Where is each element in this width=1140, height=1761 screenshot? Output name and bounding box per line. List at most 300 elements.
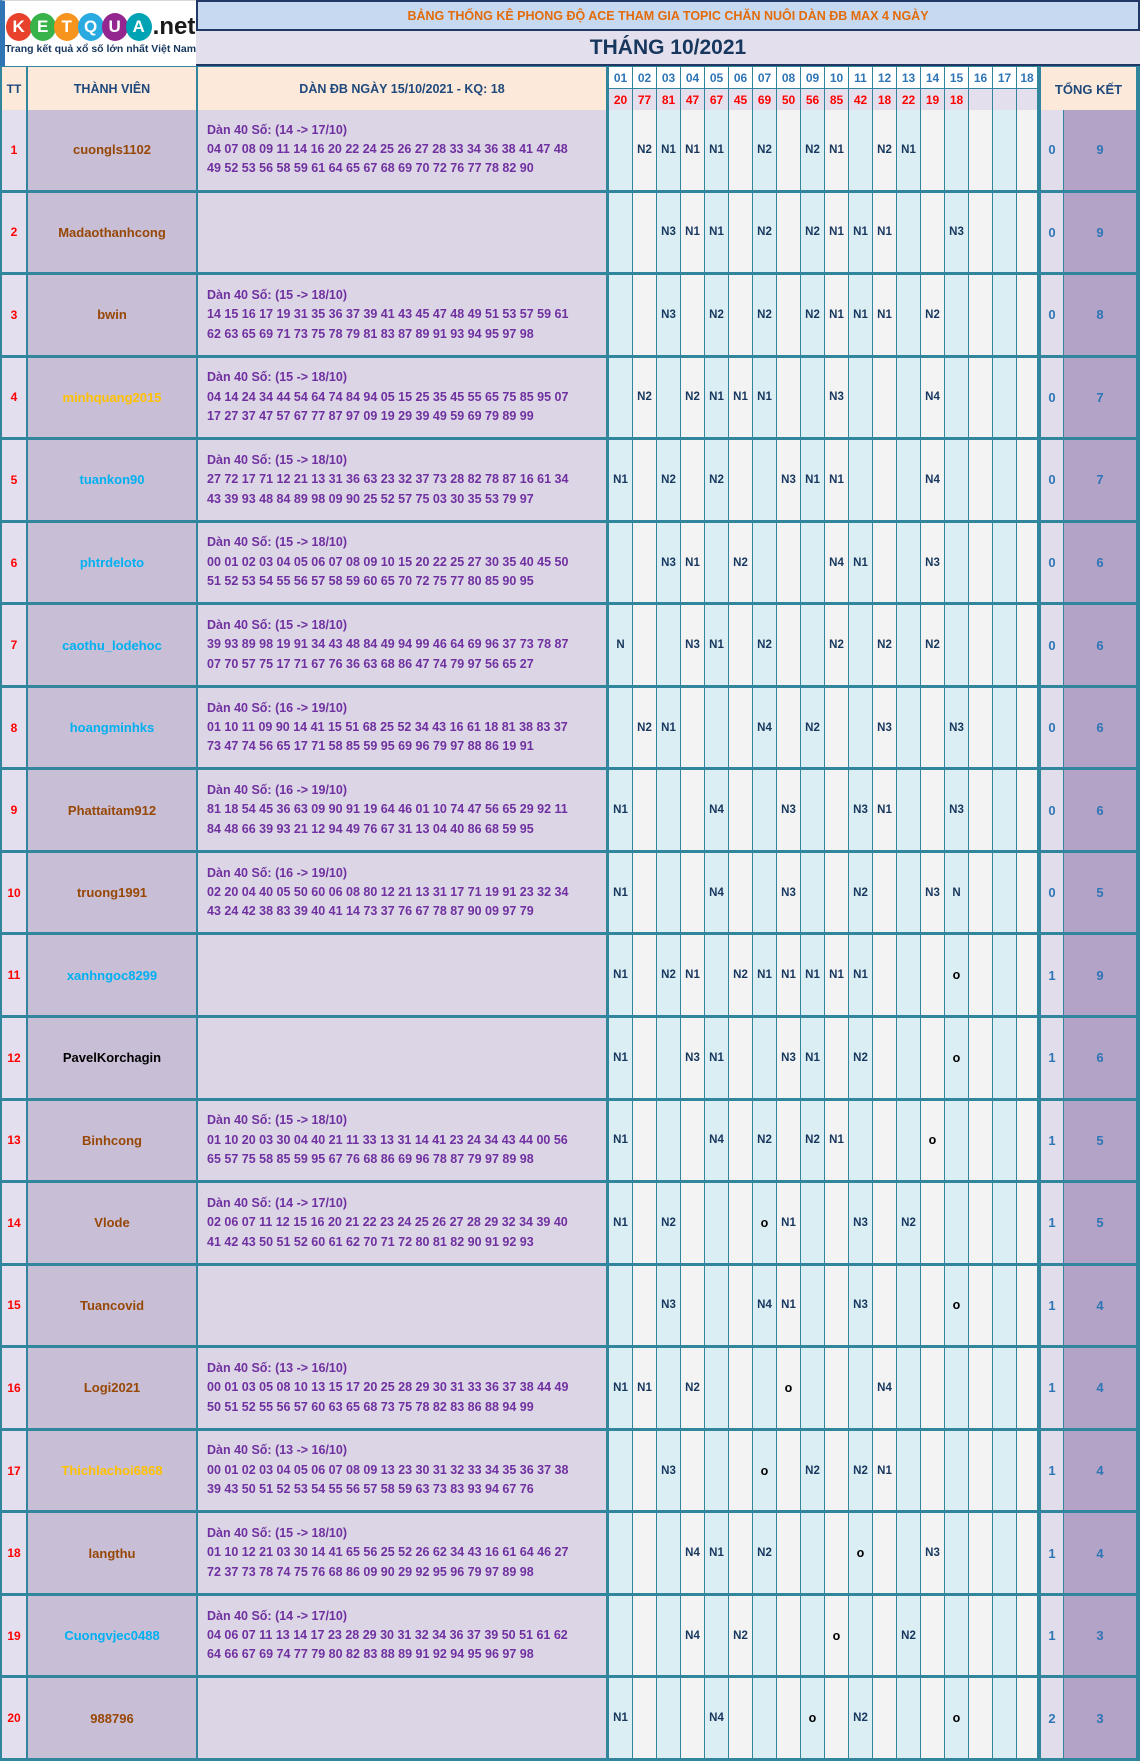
day-column-header: 15 — [945, 67, 969, 89]
day-result-cell — [969, 1348, 993, 1428]
tongket-score: 6 — [1064, 605, 1138, 685]
day-result-cell: N1 — [705, 110, 729, 190]
dan-numbers-cell — [198, 1101, 609, 1181]
day-result-cell: N3 — [777, 770, 801, 850]
day-result-cell — [1017, 935, 1041, 1015]
day-result-cell: N4 — [705, 770, 729, 850]
day-result-cell — [609, 275, 633, 355]
day-result-cell — [777, 358, 801, 438]
dan-title: Dàn 40 Số: (15 -> 18/10) — [207, 287, 347, 302]
day-result-cell: N1 — [705, 358, 729, 438]
member-name[interactable]: Cuongvjec0488 — [28, 1596, 198, 1676]
day-kq-value: 22 — [897, 89, 921, 111]
row-number: 20 — [2, 1678, 28, 1758]
member-row — [2, 1018, 1138, 1101]
day-result-cell — [873, 1183, 897, 1263]
day-result-cell — [657, 1101, 681, 1181]
day-result-cell — [969, 275, 993, 355]
day-result-cell — [729, 688, 753, 768]
day-result-cell: N2 — [873, 605, 897, 685]
dan-numbers-cell — [198, 110, 609, 190]
day-result-cell — [969, 1101, 993, 1181]
day-result-cell: N2 — [633, 358, 657, 438]
day-result-cell: N3 — [777, 440, 801, 520]
day-result-cell: N3 — [657, 1431, 681, 1511]
day-result-cell: N2 — [801, 688, 825, 768]
day-result-cell: N1 — [609, 1678, 633, 1758]
day-result-cell: N1 — [681, 110, 705, 190]
day-result-cell — [969, 605, 993, 685]
row-number: 12 — [2, 1018, 28, 1098]
day-kq-value: 81 — [657, 89, 681, 111]
day-result-cell — [753, 1348, 777, 1428]
dan-numbers-line: 01 10 11 09 90 14 41 15 51 68 25 52 34 43 16 61 18 81 38 83 37 — [207, 719, 568, 734]
member-name[interactable]: Vlode — [28, 1183, 198, 1263]
day-result-cell — [657, 358, 681, 438]
tongket-count: 0 — [1041, 770, 1064, 850]
day-result-cell — [657, 1596, 681, 1676]
dan-numbers-line: 73 47 74 56 65 17 71 58 85 59 95 69 96 79 97 88 86 19 91 — [207, 739, 534, 754]
dan-numbers-line: 04 07 08 09 11 14 16 20 22 24 25 26 27 28 33 34 36 38 41 47 48 — [207, 142, 568, 157]
day-result-cell: N2 — [801, 1101, 825, 1181]
day-result-cell: o — [849, 1513, 873, 1593]
logo-letters — [6, 13, 196, 41]
day-result-cell — [753, 770, 777, 850]
day-result-cell: N1 — [777, 1183, 801, 1263]
dan-numbers-line: 65 57 75 58 85 59 95 67 76 68 86 69 96 78 87 79 97 89 98 — [207, 1152, 534, 1167]
dan-numbers-line: 00 01 02 03 04 05 06 07 08 09 10 15 20 22 25 27 30 35 40 45 50 — [207, 554, 569, 569]
day-kq-value: 47 — [681, 89, 705, 111]
day-result-cell — [993, 110, 1017, 190]
dan-numbers-cell — [198, 770, 609, 850]
row-number: 5 — [2, 440, 28, 520]
dan-title: Dàn 40 Số: (15 -> 18/10) — [207, 452, 347, 467]
day-result-cell — [657, 605, 681, 685]
tongket-score: 4 — [1064, 1513, 1138, 1593]
logo-letter: K — [6, 13, 32, 41]
day-result-cell — [897, 275, 921, 355]
day-result-cell — [777, 523, 801, 603]
dan-numbers-line: 51 52 53 54 55 56 57 58 59 60 65 70 72 75 77 80 85 90 95 — [207, 574, 534, 589]
day-column-header: 11 — [849, 67, 873, 89]
column-header-member: THÀNH VIÊN — [28, 67, 198, 111]
day-result-cell: N3 — [945, 193, 969, 273]
day-result-cell — [825, 770, 849, 850]
member-row — [2, 523, 1138, 606]
day-result-cell: N4 — [705, 853, 729, 933]
day-kq-value: 85 — [825, 89, 849, 111]
row-number: 8 — [2, 688, 28, 768]
day-column-header: 13 — [897, 67, 921, 89]
dan-numbers-cell — [198, 193, 609, 273]
dan-title: Dàn 40 Số: (13 -> 16/10) — [207, 1360, 347, 1375]
day-result-cell: N2 — [657, 440, 681, 520]
day-result-cell: N2 — [705, 275, 729, 355]
member-row — [2, 440, 1138, 523]
day-result-cell — [921, 1018, 945, 1098]
day-kq-value: 50 — [777, 89, 801, 111]
day-result-cell — [825, 853, 849, 933]
day-result-cell — [753, 1596, 777, 1676]
dan-numbers-cell — [198, 605, 609, 685]
day-result-cell: N3 — [657, 275, 681, 355]
day-result-cell: N1 — [633, 1348, 657, 1428]
dan-numbers-cell — [198, 1431, 609, 1511]
day-column-header: 14 — [921, 67, 945, 89]
dan-numbers-line: 64 66 67 69 74 77 79 80 82 83 88 89 91 92 94 95 96 97 98 — [207, 1647, 534, 1662]
row-number: 13 — [2, 1101, 28, 1181]
day-result-cell: N2 — [729, 523, 753, 603]
day-result-cell: N1 — [609, 1183, 633, 1263]
member-name[interactable]: cuongls1102 — [28, 110, 198, 190]
dan-numbers-line: 72 37 73 78 74 75 76 68 86 09 90 29 92 95 96 79 97 89 98 — [207, 1564, 534, 1579]
day-result-cell — [1017, 1018, 1041, 1098]
day-result-cell — [801, 1183, 825, 1263]
row-number: 2 — [2, 193, 28, 273]
member-name[interactable]: hoangminhks — [28, 688, 198, 768]
member-name[interactable]: tuankon90 — [28, 440, 198, 520]
tongket-score: 7 — [1064, 358, 1138, 438]
day-result-cell — [657, 1678, 681, 1758]
day-result-cell — [993, 1596, 1017, 1676]
day-result-cell — [657, 1348, 681, 1428]
day-result-cell — [873, 935, 897, 1015]
day-result-cell — [849, 1596, 873, 1676]
day-result-cell — [1017, 688, 1041, 768]
day-kq-value: 42 — [849, 89, 873, 111]
day-result-cell — [993, 1678, 1017, 1758]
day-result-cell: N1 — [849, 193, 873, 273]
member-name[interactable]: bwin — [28, 275, 198, 355]
day-result-cell — [945, 440, 969, 520]
day-result-cell — [633, 275, 657, 355]
day-column-header: 12 — [873, 67, 897, 89]
day-result-cell: N1 — [849, 523, 873, 603]
dan-numbers-line: 27 72 17 71 12 21 13 31 36 63 23 32 37 73 28 82 78 87 16 61 34 — [207, 472, 569, 487]
day-result-cell — [921, 1678, 945, 1758]
day-result-cell — [1017, 1431, 1041, 1511]
day-result-cell — [705, 688, 729, 768]
day-result-cell — [753, 1678, 777, 1758]
day-result-cell: N3 — [777, 853, 801, 933]
member-name[interactable]: caothu_lodehoc — [28, 605, 198, 685]
day-result-cell — [921, 1183, 945, 1263]
day-result-cell — [753, 440, 777, 520]
day-result-cell — [609, 1266, 633, 1346]
day-result-cell — [969, 358, 993, 438]
day-result-cell — [945, 1596, 969, 1676]
day-result-cell — [681, 1431, 705, 1511]
day-result-cell: N1 — [705, 193, 729, 273]
day-result-cell — [921, 770, 945, 850]
day-result-cell: N1 — [801, 440, 825, 520]
day-result-cell: N1 — [897, 110, 921, 190]
day-result-cell — [777, 275, 801, 355]
logo-letter: A — [126, 13, 152, 41]
day-result-cell: N3 — [945, 688, 969, 768]
day-result-cell — [849, 440, 873, 520]
day-result-cell — [921, 193, 945, 273]
day-result-cell — [801, 1266, 825, 1346]
day-result-cell — [801, 1513, 825, 1593]
day-result-cell — [777, 688, 801, 768]
dan-numbers-line: 02 06 07 11 12 15 16 20 21 22 23 24 25 26 27 28 29 32 34 39 40 — [207, 1215, 568, 1230]
day-result-cell — [729, 853, 753, 933]
dan-numbers-line: 04 14 24 34 44 54 64 74 84 94 05 15 25 35 45 55 65 75 85 95 07 — [207, 389, 569, 404]
dan-numbers-line: 04 06 07 11 13 14 17 23 28 29 30 31 32 34 36 37 39 50 51 61 62 — [207, 1627, 568, 1642]
dan-numbers-cell — [198, 1596, 609, 1676]
day-result-cell — [801, 1348, 825, 1428]
row-number: 1 — [2, 110, 28, 190]
dan-numbers-cell — [198, 935, 609, 1015]
day-result-cell — [633, 1678, 657, 1758]
day-result-cell — [993, 605, 1017, 685]
tongket-score: 3 — [1064, 1596, 1138, 1676]
member-name[interactable]: PavelKorchagin — [28, 1018, 198, 1098]
day-result-cell — [1017, 1678, 1041, 1758]
day-result-cell — [945, 1513, 969, 1593]
day-result-cell — [609, 1513, 633, 1593]
dan-numbers-line: 43 24 42 38 83 39 40 41 14 73 37 76 67 78 87 90 09 97 79 — [207, 904, 534, 919]
day-result-cell — [705, 1348, 729, 1428]
day-result-cell — [849, 1348, 873, 1428]
day-result-cell: N — [609, 605, 633, 685]
column-header-tongket: TỔNG KẾT — [1041, 67, 1138, 111]
day-result-cell: N1 — [681, 193, 705, 273]
day-result-cell — [1017, 1266, 1041, 1346]
day-result-cell: N1 — [873, 770, 897, 850]
site-logo[interactable] — [0, 0, 196, 66]
day-result-cell: N1 — [801, 935, 825, 1015]
dan-numbers-line: 00 01 02 03 04 05 06 07 08 09 13 23 30 31 32 33 34 35 36 37 38 — [207, 1462, 569, 1477]
day-column-header: 05 — [705, 67, 729, 89]
day-result-cell — [825, 1348, 849, 1428]
member-name[interactable]: Phattaitam912 — [28, 770, 198, 850]
day-result-cell: N3 — [777, 1018, 801, 1098]
dan-title: Dàn 40 Số: (15 -> 18/10) — [207, 370, 347, 385]
row-number: 19 — [2, 1596, 28, 1676]
day-result-cell: N1 — [657, 110, 681, 190]
member-row — [2, 935, 1138, 1018]
tongket-score: 5 — [1064, 1183, 1138, 1263]
tongket-count: 1 — [1041, 1513, 1064, 1593]
member-row — [2, 688, 1138, 771]
day-result-cell: N3 — [945, 770, 969, 850]
dan-numbers-line: 39 93 89 98 19 91 34 43 48 84 49 94 99 46 64 69 96 37 73 78 87 — [207, 637, 569, 652]
day-result-cell — [945, 605, 969, 685]
day-result-cell — [777, 1431, 801, 1511]
day-result-cell — [993, 358, 1017, 438]
member-name[interactable]: phtrdeloto — [28, 523, 198, 603]
member-row — [2, 1431, 1138, 1514]
member-name[interactable]: Logi2021 — [28, 1348, 198, 1428]
day-result-cell — [729, 193, 753, 273]
day-result-cell — [897, 770, 921, 850]
row-number: 18 — [2, 1513, 28, 1593]
day-result-cell — [657, 853, 681, 933]
dan-title: Dàn 40 Số: (13 -> 16/10) — [207, 1443, 347, 1458]
day-result-cell: N2 — [753, 605, 777, 685]
day-result-cell — [1017, 1183, 1041, 1263]
day-result-cell: N1 — [753, 935, 777, 1015]
tongket-count: 1 — [1041, 935, 1064, 1015]
row-number: 9 — [2, 770, 28, 850]
day-result-cell — [993, 688, 1017, 768]
tongket-score: 6 — [1064, 523, 1138, 603]
tongket-count: 2 — [1041, 1678, 1064, 1758]
day-result-cell: N4 — [705, 1101, 729, 1181]
day-result-cell — [1017, 523, 1041, 603]
day-result-cell — [873, 1018, 897, 1098]
day-kq-value: 67 — [705, 89, 729, 111]
day-result-cell — [993, 1348, 1017, 1428]
day-result-cell: N3 — [681, 605, 705, 685]
day-result-cell: N1 — [729, 358, 753, 438]
day-result-cell — [993, 935, 1017, 1015]
day-kq-value: 20 — [609, 89, 633, 111]
tongket-count: 0 — [1041, 275, 1064, 355]
day-result-cell — [1017, 110, 1041, 190]
dan-title: Dàn 40 Số: (16 -> 19/10) — [207, 783, 347, 798]
day-result-cell: N2 — [801, 275, 825, 355]
day-result-cell — [1017, 1513, 1041, 1593]
dan-numbers-line: 14 15 16 17 19 31 35 36 37 39 41 43 45 47 48 49 51 53 57 59 61 — [207, 307, 569, 322]
day-result-cell — [633, 1596, 657, 1676]
member-name[interactable]: Madaothanhcong — [28, 193, 198, 273]
day-result-cell: N2 — [873, 110, 897, 190]
day-result-cell — [945, 1183, 969, 1263]
member-name[interactable]: 988796 — [28, 1678, 198, 1758]
tongket-count: 0 — [1041, 605, 1064, 685]
day-result-cell — [993, 523, 1017, 603]
day-result-cell — [1017, 440, 1041, 520]
member-name[interactable]: truong1991 — [28, 853, 198, 933]
member-name[interactable]: Tuancovid — [28, 1266, 198, 1346]
dan-title: Dàn 40 Số: (14 -> 17/10) — [207, 122, 347, 137]
day-result-cell: N2 — [657, 935, 681, 1015]
dan-numbers-line: 07 70 57 75 17 71 67 76 36 63 68 86 47 74 79 97 56 65 27 — [207, 656, 534, 671]
day-column-header: 04 — [681, 67, 705, 89]
tongket-count: 1 — [1041, 1348, 1064, 1428]
member-name[interactable]: Binhcong — [28, 1101, 198, 1181]
day-result-cell — [1017, 853, 1041, 933]
day-result-cell: N4 — [681, 1513, 705, 1593]
logo-tagline: Trang kết quả xổ số lớn nhất Việt Nam — [4, 42, 197, 55]
tongket-score: 9 — [1064, 935, 1138, 1015]
day-result-cell — [873, 1596, 897, 1676]
day-result-cell — [609, 1431, 633, 1511]
day-result-cell — [777, 193, 801, 273]
day-result-cell: N1 — [825, 110, 849, 190]
day-result-cell: N4 — [873, 1348, 897, 1428]
tongket-count: 0 — [1041, 853, 1064, 933]
day-result-cell — [705, 1431, 729, 1511]
dan-numbers-line: 50 51 52 55 56 57 60 63 65 68 73 75 78 82 83 86 88 94 99 — [207, 1399, 534, 1414]
day-result-cell: N2 — [849, 853, 873, 933]
day-result-cell: N3 — [873, 688, 897, 768]
table-header — [0, 66, 1140, 110]
day-result-cell — [681, 853, 705, 933]
day-result-cell: N1 — [609, 935, 633, 1015]
day-result-cell — [969, 770, 993, 850]
member-name[interactable]: minhquang2015 — [28, 358, 198, 438]
day-result-cell — [993, 853, 1017, 933]
day-result-cell — [633, 1513, 657, 1593]
day-result-cell: N3 — [921, 853, 945, 933]
dan-numbers-cell — [198, 1183, 609, 1263]
day-result-cell: N2 — [801, 193, 825, 273]
day-result-cell — [993, 193, 1017, 273]
day-result-cell — [777, 605, 801, 685]
day-result-cell: N1 — [825, 1101, 849, 1181]
day-result-cell — [873, 853, 897, 933]
day-result-cell — [729, 1678, 753, 1758]
day-result-cell: N2 — [633, 110, 657, 190]
day-result-cell: N3 — [825, 358, 849, 438]
day-result-cell — [1017, 1101, 1041, 1181]
day-column-header: 06 — [729, 67, 753, 89]
day-result-cell — [993, 1266, 1017, 1346]
day-result-cell — [633, 1266, 657, 1346]
day-result-cell: N2 — [897, 1183, 921, 1263]
day-result-cell — [705, 1183, 729, 1263]
day-kq-value — [1017, 89, 1041, 111]
day-result-cell — [897, 1513, 921, 1593]
tongket-count: 1 — [1041, 1266, 1064, 1346]
member-row — [2, 605, 1138, 688]
tongket-score: 4 — [1064, 1431, 1138, 1511]
day-result-cell — [801, 1596, 825, 1676]
row-number: 4 — [2, 358, 28, 438]
day-result-cell: N1 — [609, 853, 633, 933]
member-row — [2, 853, 1138, 936]
member-name[interactable]: Thichlachoi6868 — [28, 1431, 198, 1511]
day-result-cell — [801, 770, 825, 850]
day-result-cell — [969, 853, 993, 933]
day-result-cell — [945, 1101, 969, 1181]
day-result-cell — [681, 1266, 705, 1346]
day-result-cell — [729, 1266, 753, 1346]
day-kq-value: 18 — [945, 89, 969, 111]
member-name[interactable]: langthu — [28, 1513, 198, 1593]
day-result-cell — [873, 1513, 897, 1593]
day-result-cell — [969, 1266, 993, 1346]
day-result-cell: N2 — [801, 110, 825, 190]
day-result-cell — [849, 358, 873, 438]
dan-title: Dàn 40 Số: (14 -> 17/10) — [207, 1195, 347, 1210]
day-result-cell: N4 — [705, 1678, 729, 1758]
day-result-cell — [705, 1596, 729, 1676]
day-result-cell: o — [921, 1101, 945, 1181]
day-result-cell: N2 — [657, 1183, 681, 1263]
day-result-cell: N1 — [609, 770, 633, 850]
page-title: BẢNG THỐNG KÊ PHONG ĐỘ ACE THAM GIA TOPIC CHĂN NUÔI DÀN ĐB MAX 4 NGÀY — [196, 0, 1140, 31]
dan-numbers-cell — [198, 358, 609, 438]
day-result-cell — [777, 1101, 801, 1181]
logo-letter: Q — [78, 13, 104, 41]
dan-numbers-line: 01 10 20 03 30 04 40 21 11 33 13 31 14 41 23 24 34 43 44 00 56 — [207, 1132, 568, 1147]
day-result-cell — [993, 1183, 1017, 1263]
day-result-cell — [825, 1183, 849, 1263]
day-result-cell — [681, 440, 705, 520]
day-result-cell — [633, 1101, 657, 1181]
day-result-cell: o — [825, 1596, 849, 1676]
day-result-cell — [993, 1101, 1017, 1181]
member-name[interactable]: xanhngoc8299 — [28, 935, 198, 1015]
day-result-cell: o — [945, 1266, 969, 1346]
day-result-cell: N1 — [609, 1101, 633, 1181]
tongket-score: 3 — [1064, 1678, 1138, 1758]
